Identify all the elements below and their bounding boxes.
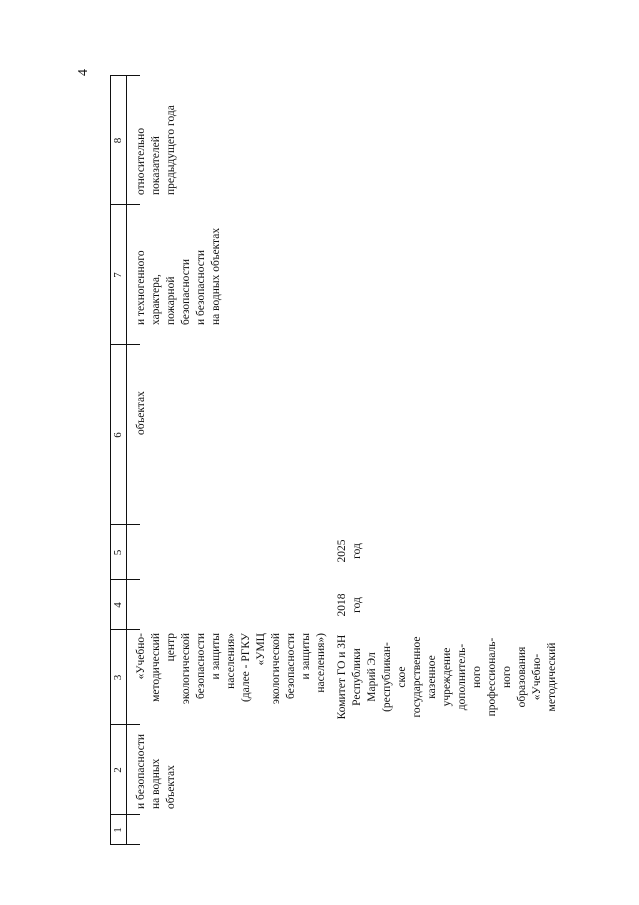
column-number-8: 8 bbox=[112, 137, 124, 144]
row1-col8-cell: относительно показателей предыдущего года bbox=[135, 105, 177, 195]
row1-col2-cell: и безопасности на водных объектах bbox=[135, 733, 177, 809]
column-number-5: 5 bbox=[112, 549, 124, 556]
row2-col4-cell: 2018 год bbox=[336, 593, 363, 617]
column-number-4: 4 bbox=[112, 602, 124, 608]
column-number-3: 3 bbox=[112, 674, 124, 681]
row1-col7-cell: и техногенного характера, пожарной безопасности и безопасности на водных объектах bbox=[135, 227, 222, 325]
rotated-table bbox=[110, 75, 610, 845]
page-number: 4 bbox=[76, 69, 91, 76]
row1-col3-cell: «Учебно- методический центр экологической безопасности и защиты населения» (далее - РГКУ «УМЦ экологической безопасности и защиты населения») bbox=[135, 633, 327, 705]
row2-col3-cell: Комитет ГО и ЗН Республики Марий Эл (республикан- ское государственное казенное учреждение дополнитель- ного профессиональ- ного образования «Учебно- методический bbox=[336, 634, 558, 720]
row1-col6-cell: объектах bbox=[135, 391, 147, 435]
column-number-7: 7 bbox=[112, 272, 124, 278]
column-number-2: 2 bbox=[112, 767, 124, 773]
column-number-6: 6 bbox=[112, 432, 124, 438]
row2-col5-cell: 2025 год bbox=[336, 539, 363, 563]
column-number-1: 1 bbox=[112, 827, 124, 833]
table-header-border bbox=[126, 75, 127, 845]
